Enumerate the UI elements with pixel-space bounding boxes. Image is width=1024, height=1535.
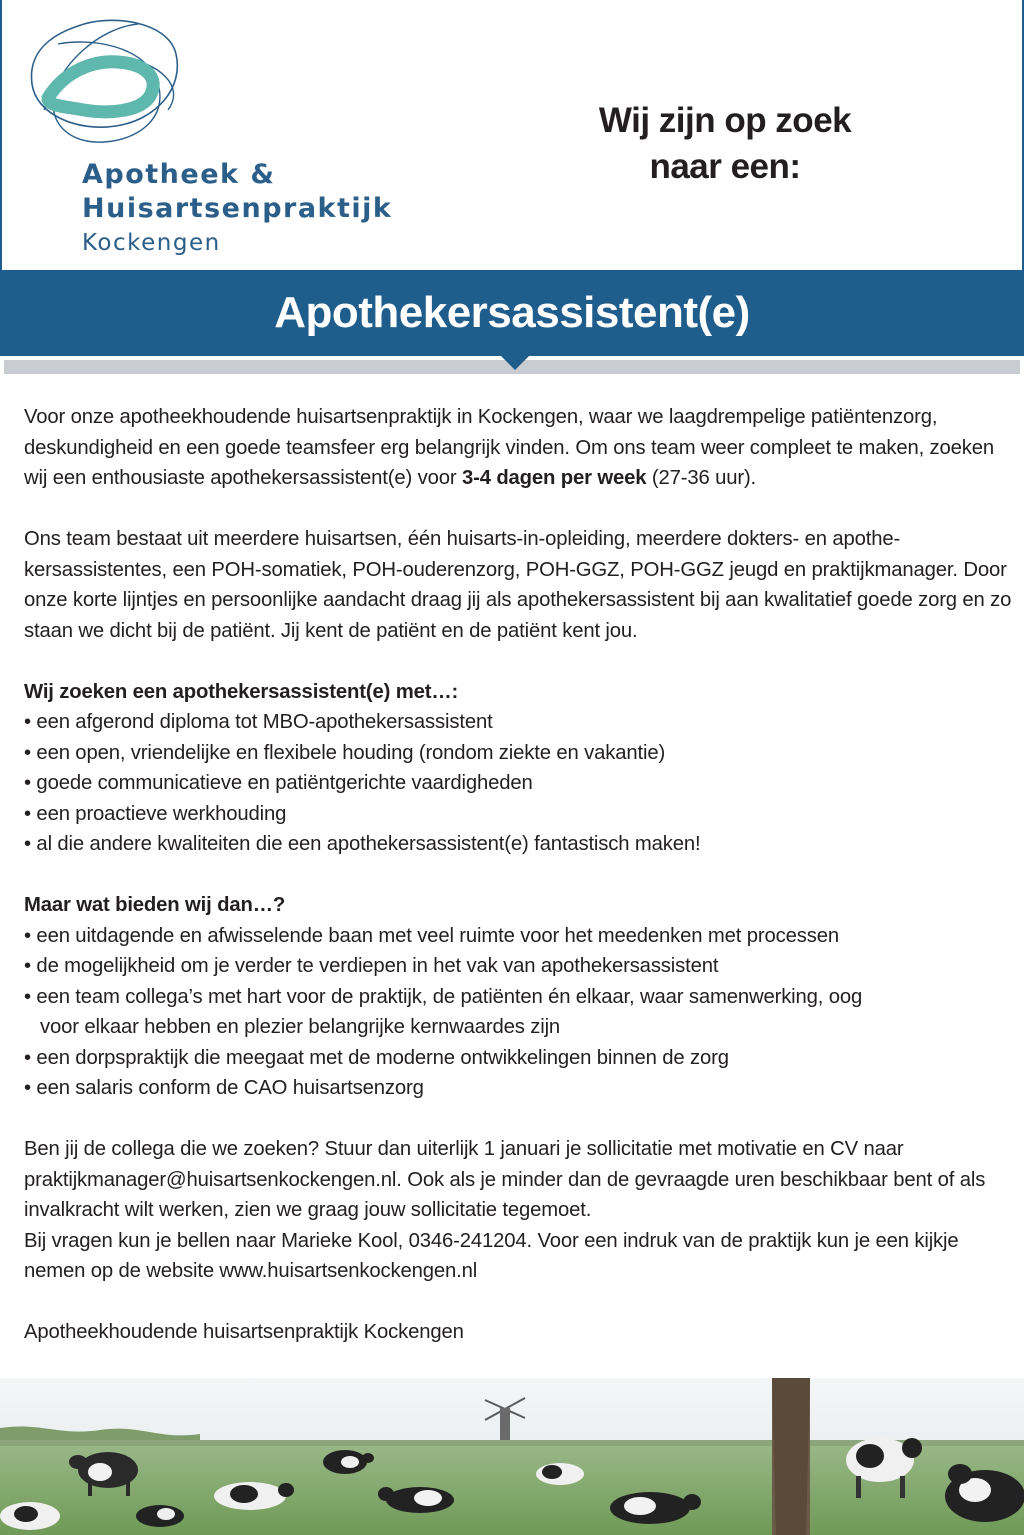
logo-name-line2: Huisartsenpraktijk <box>82 193 393 224</box>
offer-item: • een dorpspraktijk die meegaat met de moderne ontwikkelingen binnen de zorg <box>24 1046 729 1069</box>
logo-name-line1: Apotheek & <box>82 159 276 190</box>
intro-paragraph <box>24 402 1014 494</box>
cow-icon <box>536 1463 584 1485</box>
signature: Apotheekhoudende huisartsenpraktijk Kockengen <box>24 1321 464 1343</box>
logo-knot-icon <box>18 14 198 154</box>
requirements-heading: Wij zoeken een apothekersassistent(e) met…: <box>24 680 459 703</box>
offer-item: • een team collega’s met hart voor de praktijk, de patiënten én elkaar, waar samenwerking, oog voor elkaar hebben en plezier belangrijke kernwaardes zijn <box>24 985 863 1038</box>
offer-item: • een uitdagende en afwisselende baan met veel ruimte voor het meedenken met processen <box>24 924 839 947</box>
job-title: Apothekersassistent(e) <box>274 288 750 337</box>
requirement-item: • een afgerond diploma tot MBO-apothekersassistent <box>24 711 493 733</box>
requirement-item: • goede communicatieve en patiëntgerichte vaardigheden <box>24 772 533 794</box>
apply-paragraph: Ben jij de collega die we zoeken? Stuur dan uiterlijk 1 januari je sollicitatie met motivatie en CV naar praktijkmanager@huisartsenkockengen.nl. Ook als je minder dan de gevraagde uren beschikbaar bent of als invalkracht wilt werken, zien we graag jouw sollicitatie tegemoet. <box>24 1138 986 1221</box>
requirement-item: • een proactieve werkhouding <box>24 802 287 825</box>
intro-text: Voor onze apotheekhoudende huisartsenpraktijk in Kockengen, waar we laagdrempelige patiëntenzorg, deskundigheid en een goede teamsfeer erg belangrijk vinden. Om ons team weer compleet te maken, zoeken wij een enthousiaste apothekersassistent(e) voor <box>24 406 995 489</box>
logo-location: Kockengen <box>82 230 221 256</box>
requirement-item: • een open, vriendelijke en flexibele houding (rondom ziekte en vakantie) <box>24 741 666 764</box>
cow-icon <box>136 1505 184 1527</box>
meadow-cows-photo <box>0 1378 1024 1535</box>
frame-left-border <box>0 0 2 270</box>
intro-hours-bold: 3-4 dagen per week <box>461 467 647 489</box>
tagline-line2: naar een: <box>649 147 801 186</box>
tagline-line1: Wij zijn op zoek <box>598 101 852 140</box>
requirement-item: • al die andere kwaliteiten die een apothekersassistent(e) fantastisch maken! <box>24 833 701 855</box>
offer-item: • een salaris conform de CAO huisartsenzorg <box>24 1077 424 1099</box>
cow-icon <box>0 1502 60 1530</box>
banner-pointer <box>501 356 529 370</box>
team-paragraph: Ons team bestaat uit meerdere huisartsen, één huisarts-in-opleiding, meerdere dokters- en apothekersassistentes, een POH-somatiek, POH-ouderenzorg, POH-GGZ, POH-GGZ jeugd en praktijkmanager. Door onze korte lijntjes en persoonlijke aandacht draag jij als apothekersassistent bij aan kwalitatief goede zorg en zo staan we dicht bij de patiënt. Jij kent de patiënt en de patiënt kent jou. <box>24 528 1012 642</box>
practice-logo <box>18 14 438 254</box>
headline-tagline <box>560 98 890 190</box>
job-title-banner <box>0 270 1024 380</box>
offer-heading: Maar wat bieden wij dan…? <box>24 894 286 916</box>
contact-paragraph: Bij vragen kun je bellen naar Marieke Kool, 0346-241204. Voor een indruk van de praktijk kun je een kijkje nemen op de website www.huisartsenkockengen.nl <box>24 1229 959 1282</box>
offer-item: • de mogelijkheid om je verder te verdiepen in het vak van apothekersassistent <box>24 955 719 977</box>
meadow-illustration <box>0 1378 1024 1535</box>
ad-body <box>24 402 1014 1348</box>
intro-text-end: (27-36 uur). <box>646 467 757 489</box>
